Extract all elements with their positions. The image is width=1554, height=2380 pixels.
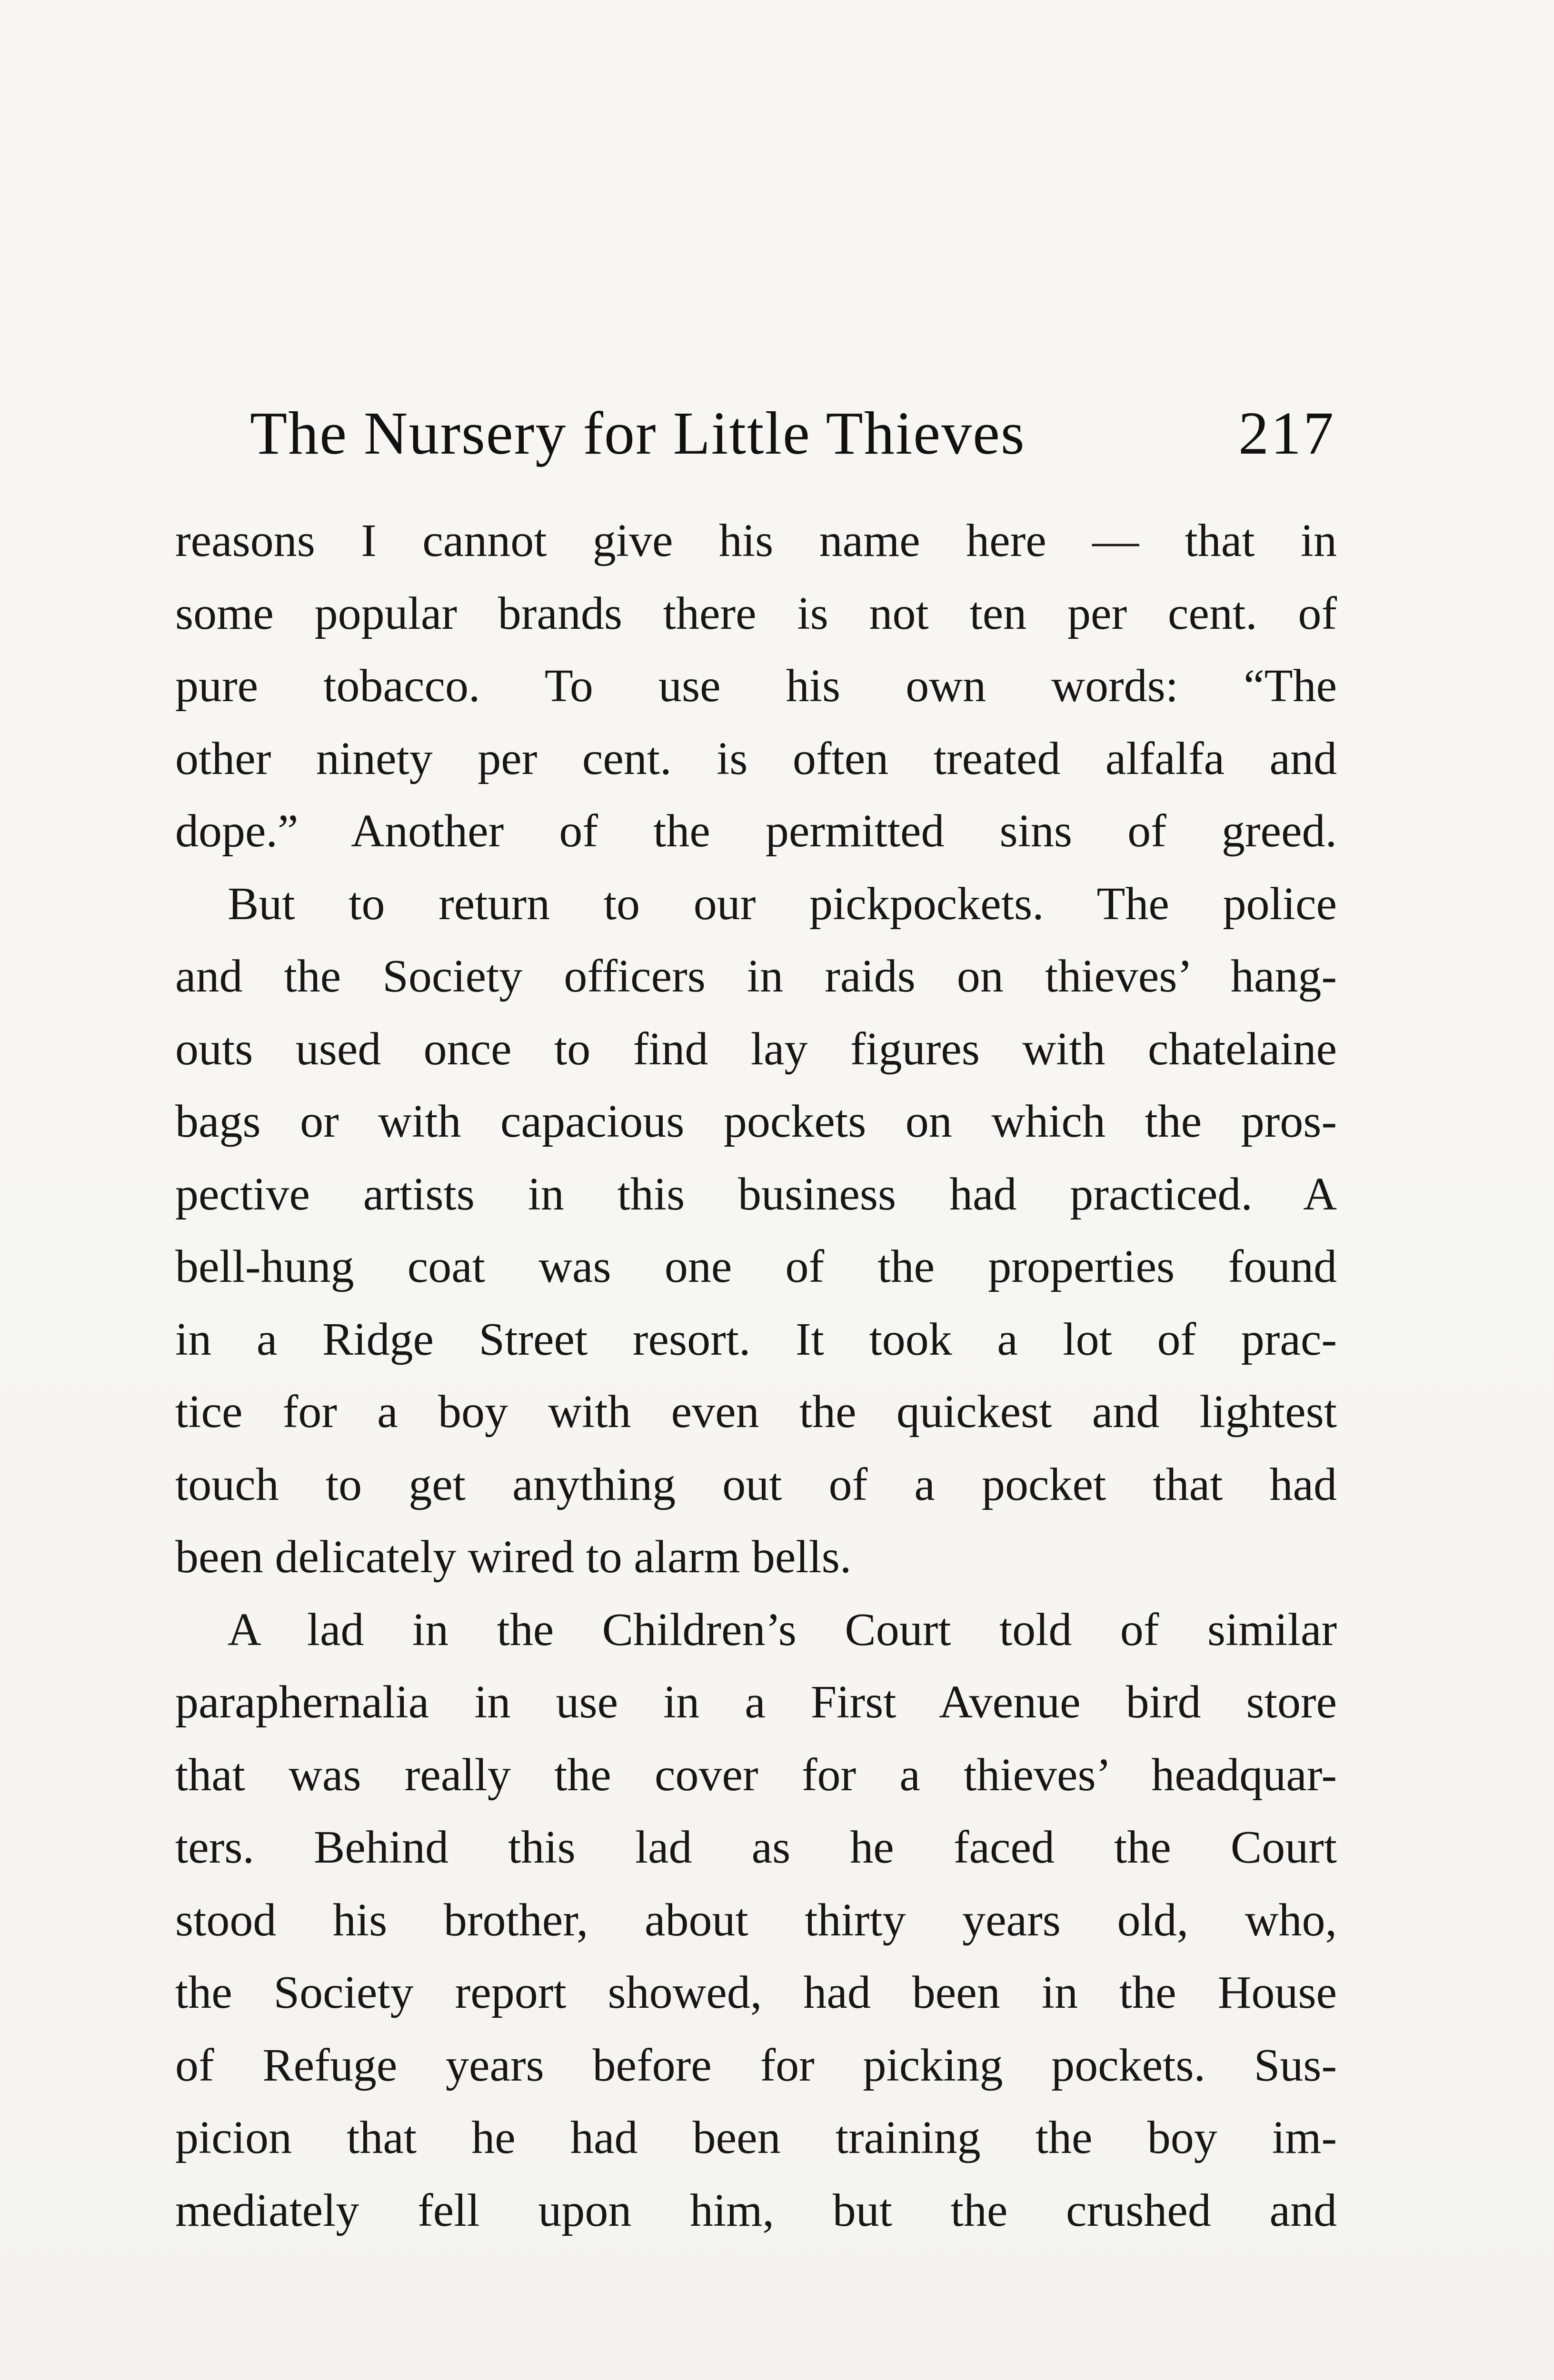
text-line: bell-hung coat was one of the properties found — [175, 1241, 1337, 1292]
body-text — [175, 505, 1337, 2247]
page-number: 217 — [1238, 399, 1335, 467]
running-title: The Nursery for Little Thieves — [250, 399, 1026, 467]
text-line: in a Ridge Street resort. It took a lot of prac- — [175, 1313, 1337, 1365]
text-line: pure tobacco. To use his own words: “The — [175, 660, 1337, 712]
text-line: pective artists in this business had practiced. A — [175, 1168, 1337, 1220]
text-line: that was really the cover for a thieves’ headquar- — [175, 1749, 1337, 1801]
text-line: some popular brands there is not ten per cent. of — [175, 587, 1337, 639]
text-line: paraphernalia in use in a First Avenue bird store — [175, 1676, 1337, 1728]
text-line: bags or with capacious pockets on which the pros- — [175, 1096, 1337, 1147]
text-line: reasons I cannot give his name here — that in — [175, 515, 1337, 566]
text-line: dope.” Another of the permitted sins of greed. — [175, 805, 1337, 857]
text-line: ters. Behind this lad as he faced the Court — [175, 1822, 1337, 1873]
text-line: tice for a boy with even the quickest and lightest — [175, 1386, 1337, 1438]
text-line: the Society report showed, had been in the House — [175, 1967, 1337, 2018]
running-head — [250, 395, 1335, 471]
text-line: outs used once to find lay figures with chatelaine — [175, 1023, 1337, 1075]
paragraph-start-line: But to return to our pickpockets. The police — [228, 878, 1337, 930]
text-line: other ninety per cent. is often treated alfalfa and — [175, 733, 1337, 784]
text-line: stood his brother, about thirty years old, who, — [175, 1894, 1337, 1946]
text-line: mediately fell upon him, but the crushed and — [175, 2184, 1337, 2236]
text-line: picion that he had been training the boy im- — [175, 2112, 1337, 2163]
text-line: of Refuge years before for picking pockets. Sus- — [175, 2039, 1337, 2091]
paragraph-end-line: been delicately wired to alarm bells. — [175, 1531, 852, 1583]
text-line: touch to get anything out of a pocket that had — [175, 1458, 1337, 1510]
paragraph-start-line: A lad in the Children’s Court told of similar — [228, 1604, 1337, 1656]
text-line: and the Society officers in raids on thieves’ hang- — [175, 951, 1337, 1002]
